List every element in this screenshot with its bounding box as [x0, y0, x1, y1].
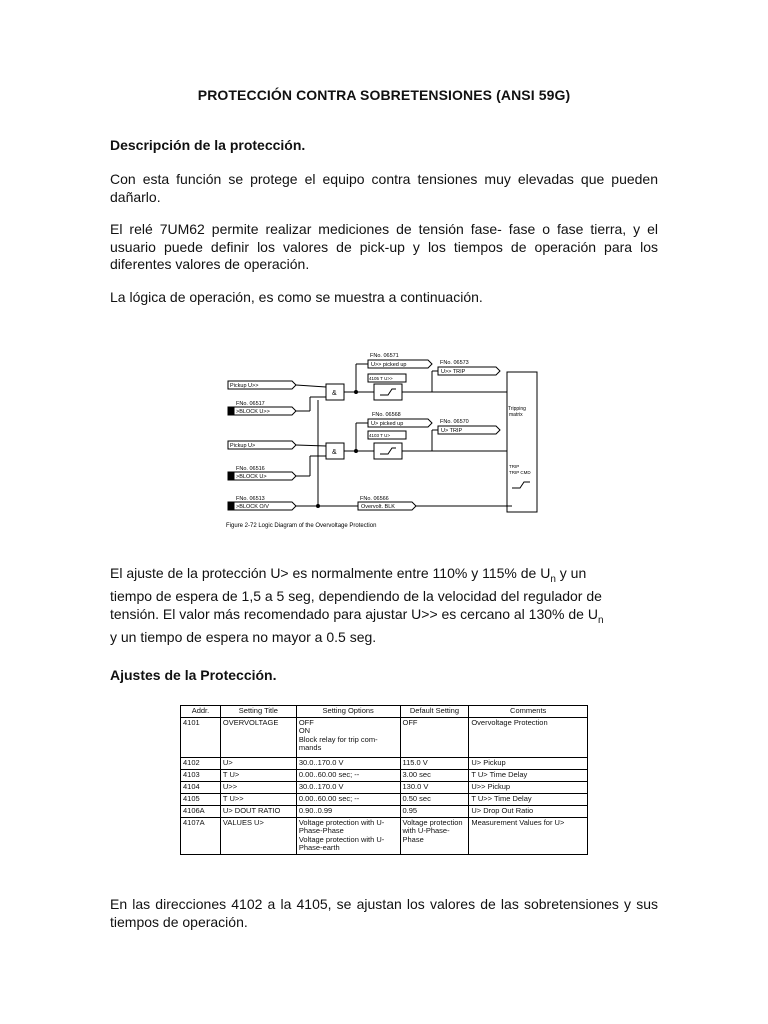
- default-line: 130.0 V: [402, 781, 429, 791]
- default-line: 115.0 V: [402, 757, 428, 767]
- line-3: [110, 606, 658, 629]
- cell-title: VALUES U>: [220, 817, 296, 854]
- paragraph-final: En las direcciones 4102 a la 4105, se ajustan los valores de las sobretensiones y sus tiempos de operación.: [110, 896, 658, 930]
- label-block-u2: >BLOCK U>>: [236, 409, 270, 415]
- label-block-u1: >BLOCK U>: [236, 474, 267, 480]
- label-t-u1: 4103 T U>: [369, 433, 390, 438]
- header-default: Default Setting: [400, 706, 469, 718]
- line-1-pre: El ajuste de la protección U> es normalmente entre 110% y 115% de U: [110, 565, 551, 581]
- cell-default: [400, 769, 469, 781]
- label-fno-6516: FNo. 06516: [236, 466, 265, 472]
- section-heading-description: Descripción de la protección.: [110, 137, 306, 153]
- label-block-ov: >BLOCK O/V: [236, 504, 269, 510]
- diagram-caption: Figure 2-72 Logic Diagram of the Overvoltage Protection: [226, 523, 377, 529]
- option-line: 30.0..170.0 V: [298, 781, 344, 791]
- option-line: Voltage protection with U-: [298, 834, 385, 844]
- cell-comment: U> Drop Out Ratio: [469, 805, 588, 817]
- header-options: Setting Options: [296, 706, 400, 718]
- default-line: 0.95: [402, 805, 418, 815]
- option-line: ON: [298, 726, 311, 735]
- label-overvolt-blk: Overvolt. BLK: [361, 504, 395, 510]
- option-line: mands: [298, 743, 322, 752]
- logic-diagram-svg: [222, 346, 552, 536]
- section-heading-settings: Ajustes de la Protección.: [110, 667, 277, 683]
- option-line: 0.00..60.00 sec; --: [298, 769, 360, 779]
- cell-options: [296, 717, 400, 757]
- label-matrix: matrix: [509, 412, 523, 418]
- cell-title: U>>: [220, 781, 296, 793]
- cell-addr: 4105: [181, 793, 221, 805]
- line-1-post: y un: [555, 565, 587, 581]
- label-fno-6513: FNo. 06513: [236, 496, 265, 502]
- logic-diagram: [222, 346, 552, 536]
- timer-u1: [374, 443, 402, 459]
- cell-addr: 4107A: [181, 817, 221, 854]
- page-title: PROTECCIÓN CONTRA SOBRETENSIONES (ANSI 59G): [197, 87, 571, 103]
- table-row: [181, 793, 588, 805]
- cell-default: [400, 805, 469, 817]
- cell-default: [400, 757, 469, 769]
- table-body: [181, 717, 588, 854]
- label-fno-6570: FNo. 06570: [440, 419, 469, 425]
- header-title: Setting Title: [220, 706, 296, 718]
- cell-comment: U> Pickup: [469, 757, 588, 769]
- table-row: [181, 769, 588, 781]
- default-line: with U-Phase-: [402, 826, 450, 835]
- default-line: 0.50 sec: [402, 793, 431, 803]
- tripping-matrix: [507, 372, 537, 512]
- header-addr: Addr.: [181, 706, 221, 718]
- cell-addr: 4102: [181, 757, 221, 769]
- table-row: [181, 817, 588, 854]
- label-pickup-u2: Pickup U>>: [230, 383, 259, 389]
- paragraph-settings-recommend: [110, 565, 658, 647]
- cell-options: [296, 769, 400, 781]
- label-u1-picked: U> picked up: [371, 421, 404, 427]
- subscript-n-1: n: [550, 573, 556, 585]
- cell-options: [296, 781, 400, 793]
- option-line: 30.0..170.0 V: [298, 757, 344, 767]
- cell-options: [296, 793, 400, 805]
- label-u1-trip: U> TRIP: [441, 428, 463, 434]
- option-line: 0.00..60.00 sec; --: [298, 793, 360, 803]
- option-line: 0.90..0.99: [298, 805, 333, 815]
- label-and-u2: &: [332, 390, 337, 397]
- cell-title: T U>>: [220, 793, 296, 805]
- settings-table: [180, 705, 588, 855]
- table-row: [181, 757, 588, 769]
- line-1: [110, 565, 658, 588]
- label-u2-trip: U>> TRIP: [441, 369, 466, 375]
- line-4: y un tiempo de espera no mayor a 0.5 seg.: [110, 629, 377, 646]
- cell-addr: 4103: [181, 769, 221, 781]
- cell-comment: U>> Pickup: [469, 781, 588, 793]
- cell-addr: 4106A: [181, 805, 221, 817]
- label-trip-cmd-2: TRIP CMD: [509, 470, 531, 475]
- line-2: tiempo de espera de 1,5 a 5 seg, dependiendo de la velocidad del regulador de: [110, 588, 602, 605]
- label-fno-6573: FNo. 06573: [440, 360, 469, 366]
- option-line: Phase-earth: [298, 843, 340, 852]
- table-row: [181, 717, 588, 757]
- label-tripping: Tripping: [508, 406, 526, 412]
- timer-u2: [374, 384, 402, 400]
- default-line: Voltage protection: [402, 817, 463, 827]
- cell-title: U>: [220, 757, 296, 769]
- cell-options: [296, 817, 400, 854]
- default-line: OFF: [402, 717, 418, 727]
- label-and-u1: &: [332, 449, 337, 456]
- table-row: [181, 805, 588, 817]
- label-fno-6566: FNo. 06566: [360, 496, 389, 502]
- line-3-pre: tensión. El valor más recomendado para ajustar U>> es cercano al 130% de U: [110, 605, 598, 622]
- cell-comment: Overvoltage Protection: [469, 717, 588, 757]
- label-u2-picked: U>> picked up: [371, 362, 407, 368]
- option-line: Phase-Phase: [298, 826, 344, 835]
- table-header-row: [181, 706, 588, 718]
- cell-default: [400, 793, 469, 805]
- label-trip-cmd-1: TRIP: [509, 464, 520, 469]
- cell-title: U> DOUT RATIO: [220, 805, 296, 817]
- header-comments: Comments: [469, 706, 588, 718]
- paragraph-relay: El relé 7UM62 permite realizar mediciones de tensión fase- fase o fase tierra, y el usuario puede definir los valores de pick-up y los tiempos de operación para los diferentes valores de operación.: [110, 221, 658, 272]
- label-t-u2: 4105 T U>>: [369, 376, 393, 381]
- label-fno-6517: FNo. 06517: [236, 401, 265, 407]
- cell-default: [400, 717, 469, 757]
- cell-title: OVERVOLTAGE: [220, 717, 296, 757]
- cell-options: [296, 805, 400, 817]
- paragraph-logic: La lógica de operación, es como se muestra a continuación.: [110, 289, 483, 305]
- option-line: Voltage protection with U-: [298, 817, 385, 827]
- cell-addr: 4104: [181, 781, 221, 793]
- option-line: OFF: [298, 717, 314, 727]
- table-row: [181, 781, 588, 793]
- paragraph-intro: Con esta función se protege el equipo contra tensiones muy elevadas que pueden dañarlo.: [110, 171, 658, 205]
- option-line: Block relay for trip com-: [298, 734, 378, 744]
- label-pickup-u1: Pickup U>: [230, 443, 256, 449]
- cell-comment: Measurement Values for U>: [469, 817, 588, 854]
- label-fno-6571: FNo. 06571: [370, 353, 399, 359]
- cell-title: T U>: [220, 769, 296, 781]
- default-line: Phase: [402, 834, 424, 844]
- cell-options: [296, 757, 400, 769]
- cell-comment: T U> Time Delay: [469, 769, 588, 781]
- cell-default: [400, 781, 469, 793]
- cell-comment: T U>> Time Delay: [469, 793, 588, 805]
- subscript-n-2: n: [597, 614, 604, 626]
- default-line: 3.00 sec: [402, 769, 431, 779]
- label-fno-6568: FNo. 06568: [372, 412, 401, 418]
- cell-default: [400, 817, 469, 854]
- cell-addr: 4101: [181, 717, 221, 757]
